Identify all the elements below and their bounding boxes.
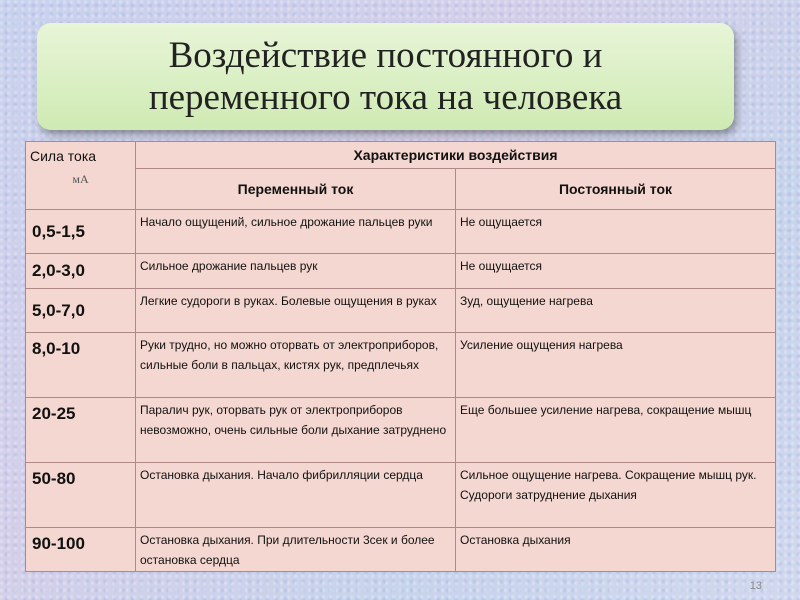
header-force: Сила тока — [30, 148, 97, 164]
header-row — [26, 142, 776, 169]
ac-effect: Остановка дыхания. Начало фибрилляции сердца — [136, 463, 456, 528]
dc-effect: Не ощущается — [456, 254, 776, 289]
subheader-row — [26, 169, 776, 210]
force-value: 90-100 — [26, 528, 136, 572]
header-ac: Переменный ток — [136, 169, 456, 210]
force-value: 0,5-1,5 — [26, 210, 136, 254]
force-value: 20-25 — [26, 398, 136, 463]
table-row — [26, 463, 776, 528]
ac-effect: Сильное дрожание пальцев рук — [136, 254, 456, 289]
dc-effect: Зуд, ощущение нагрева — [456, 289, 776, 333]
force-value: 2,0-3,0 — [26, 254, 136, 289]
force-value: 5,0-7,0 — [26, 289, 136, 333]
table-row — [26, 254, 776, 289]
header-characteristics: Характеристики воздействия — [136, 142, 776, 169]
table-row — [26, 398, 776, 463]
page-number: 13 — [749, 580, 762, 592]
header-force-cell — [26, 142, 136, 210]
force-value: 50-80 — [26, 463, 136, 528]
ac-effect: Начало ощущений, сильное дрожание пальцев руки — [136, 210, 456, 254]
force-value: 8,0-10 — [26, 333, 136, 398]
table-row — [26, 528, 776, 572]
effects-table — [25, 141, 776, 572]
table-row — [26, 289, 776, 333]
dc-effect: Усиление ощущения нагрева — [456, 333, 776, 398]
dc-effect: Сильное ощущение нагрева. Сокращение мышц рук. Судороги затруднение дыхания — [456, 463, 776, 528]
slide-title: Воздействие постоянного и переменного тока на человека — [148, 34, 623, 118]
header-unit: мА — [72, 172, 89, 186]
ac-effect: Остановка дыхания. При длительности 3сек и более остановка сердца — [136, 528, 456, 572]
ac-effect: Руки трудно, но можно оторвать от электроприборов, сильные боли в пальцах, кистях рук, предплечьях — [136, 333, 456, 398]
dc-effect: Остановка дыхания — [456, 528, 776, 572]
table-row — [26, 210, 776, 254]
ac-effect: Легкие судороги в руках. Болевые ощущения в руках — [136, 289, 456, 333]
ac-effect: Паралич рук, оторвать рук от электроприборов невозможно, очень сильные боли дыхание затруднено — [136, 398, 456, 463]
title-box — [37, 23, 734, 130]
dc-effect: Еще большее усиление нагрева, сокращение мышц — [456, 398, 776, 463]
table-row — [26, 333, 776, 398]
header-dc: Постоянный ток — [456, 169, 776, 210]
dc-effect: Не ощущается — [456, 210, 776, 254]
